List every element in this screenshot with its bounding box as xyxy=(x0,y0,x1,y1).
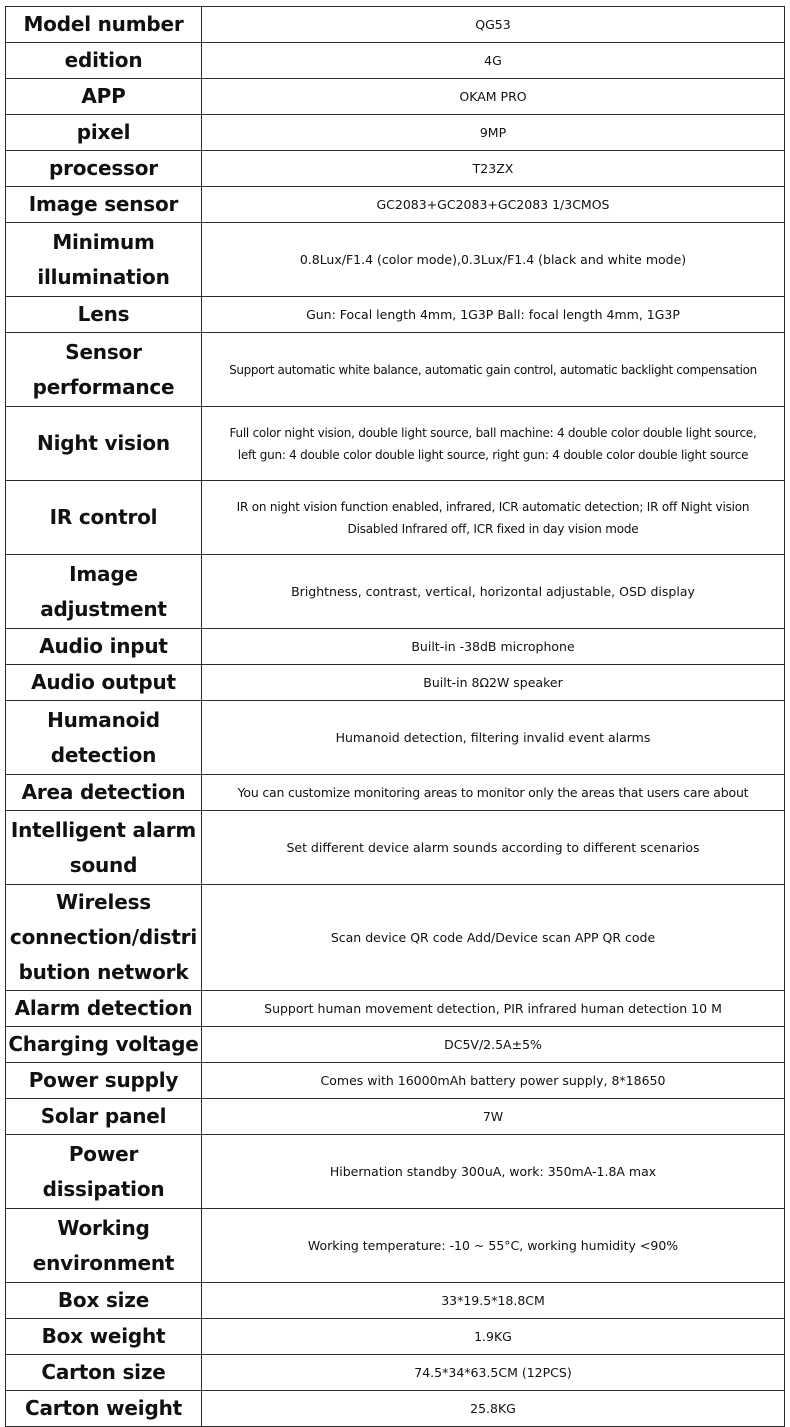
spec-label: Box weight xyxy=(6,1319,202,1355)
table-row xyxy=(6,407,785,481)
table-row xyxy=(6,1319,785,1355)
spec-label: Image adjustment xyxy=(6,555,202,629)
spec-label: Night vision xyxy=(6,407,202,481)
spec-label: IR control xyxy=(6,481,202,555)
spec-value: Brightness, contrast, vertical, horizontal adjustable, OSD display xyxy=(202,555,785,629)
table-row xyxy=(6,811,785,885)
spec-label: Minimum illumination xyxy=(6,223,202,297)
spec-label: Alarm detection xyxy=(6,991,202,1027)
table-row xyxy=(6,555,785,629)
spec-label: Wireless connection/distri bution network xyxy=(6,885,202,991)
spec-value: Set different device alarm sounds according to different scenarios xyxy=(202,811,785,885)
spec-value: QG53 xyxy=(202,7,785,43)
table-row xyxy=(6,43,785,79)
spec-value: 0.8Lux/F1.4 (color mode),0.3Lux/F1.4 (black and white mode) xyxy=(202,223,785,297)
spec-value: Working temperature: -10 ~ 55°C, working humidity <90% xyxy=(202,1209,785,1283)
table-row xyxy=(6,223,785,297)
spec-label: Intelligent alarm sound xyxy=(6,811,202,885)
spec-label: Power supply xyxy=(6,1063,202,1099)
spec-label: Sensor performance xyxy=(6,333,202,407)
spec-value: 7W xyxy=(202,1099,785,1135)
spec-value: DC5V/2.5A±5% xyxy=(202,1027,785,1063)
spec-value: You can customize monitoring areas to monitor only the areas that users care about xyxy=(202,775,785,811)
spec-label: pixel xyxy=(6,115,202,151)
table-row xyxy=(6,1135,785,1209)
table-row xyxy=(6,481,785,555)
spec-label: Image sensor xyxy=(6,187,202,223)
spec-value: 74.5*34*63.5CM (12PCS) xyxy=(202,1355,785,1391)
spec-value: 1.9KG xyxy=(202,1319,785,1355)
table-row xyxy=(6,333,785,407)
spec-value: 4G xyxy=(202,43,785,79)
spec-label: Model number xyxy=(6,7,202,43)
spec-label: Area detection xyxy=(6,775,202,811)
spec-value: 33*19.5*18.8CM xyxy=(202,1283,785,1319)
spec-label: APP xyxy=(6,79,202,115)
table-row xyxy=(6,1027,785,1063)
spec-value: Built-in -38dB microphone xyxy=(202,629,785,665)
table-row xyxy=(6,885,785,991)
spec-value: Full color night vision, double light source, ball machine: 4 double color double light source, left gun: 4 double color double light source, right gun: 4 double color double light source xyxy=(202,407,785,481)
spec-value: Hibernation standby 300uA, work: 350mA-1.8A max xyxy=(202,1135,785,1209)
table-row xyxy=(6,1283,785,1319)
table-row xyxy=(6,775,785,811)
spec-value: Support human movement detection, PIR infrared human detection 10 M xyxy=(202,991,785,1027)
table-row xyxy=(6,1063,785,1099)
table-row xyxy=(6,665,785,701)
spec-label: Audio output xyxy=(6,665,202,701)
table-row xyxy=(6,1099,785,1135)
spec-value: Built-in 8Ω2W speaker xyxy=(202,665,785,701)
table-row xyxy=(6,629,785,665)
spec-label: Working environment xyxy=(6,1209,202,1283)
spec-label: edition xyxy=(6,43,202,79)
spec-value: 9MP xyxy=(202,115,785,151)
spec-value: Humanoid detection, filtering invalid event alarms xyxy=(202,701,785,775)
spec-value: Gun: Focal length 4mm, 1G3P Ball: focal length 4mm, 1G3P xyxy=(202,297,785,333)
spec-label: Carton size xyxy=(6,1355,202,1391)
table-row xyxy=(6,151,785,187)
table-row xyxy=(6,79,785,115)
table-row xyxy=(6,7,785,43)
spec-label: Lens xyxy=(6,297,202,333)
spec-value: IR on night vision function enabled, infrared, ICR automatic detection; IR off Night vision Disabled Infrared off, ICR fixed in day vision mode xyxy=(202,481,785,555)
spec-label: Box size xyxy=(6,1283,202,1319)
table-row xyxy=(6,1209,785,1283)
spec-value: Comes with 16000mAh battery power supply, 8*18650 xyxy=(202,1063,785,1099)
table-row xyxy=(6,187,785,223)
table-row xyxy=(6,297,785,333)
table-row xyxy=(6,115,785,151)
spec-value: 25.8KG xyxy=(202,1391,785,1427)
spec-label: Humanoid detection xyxy=(6,701,202,775)
spec-label: Carton weight xyxy=(6,1391,202,1427)
spec-table xyxy=(5,6,785,1427)
spec-value: GC2083+GC2083+GC2083 1/3CMOS xyxy=(202,187,785,223)
table-row xyxy=(6,991,785,1027)
table-row xyxy=(6,701,785,775)
spec-value: OKAM PRO xyxy=(202,79,785,115)
spec-label: Power dissipation xyxy=(6,1135,202,1209)
table-row xyxy=(6,1391,785,1427)
spec-label: Solar panel xyxy=(6,1099,202,1135)
spec-value: Scan device QR code Add/Device scan APP QR code xyxy=(202,885,785,991)
spec-label: Audio input xyxy=(6,629,202,665)
spec-value: Support automatic white balance, automatic gain control, automatic backlight compensation xyxy=(202,333,785,407)
spec-label: Charging voltage xyxy=(6,1027,202,1063)
spec-label: processor xyxy=(6,151,202,187)
spec-value: T23ZX xyxy=(202,151,785,187)
